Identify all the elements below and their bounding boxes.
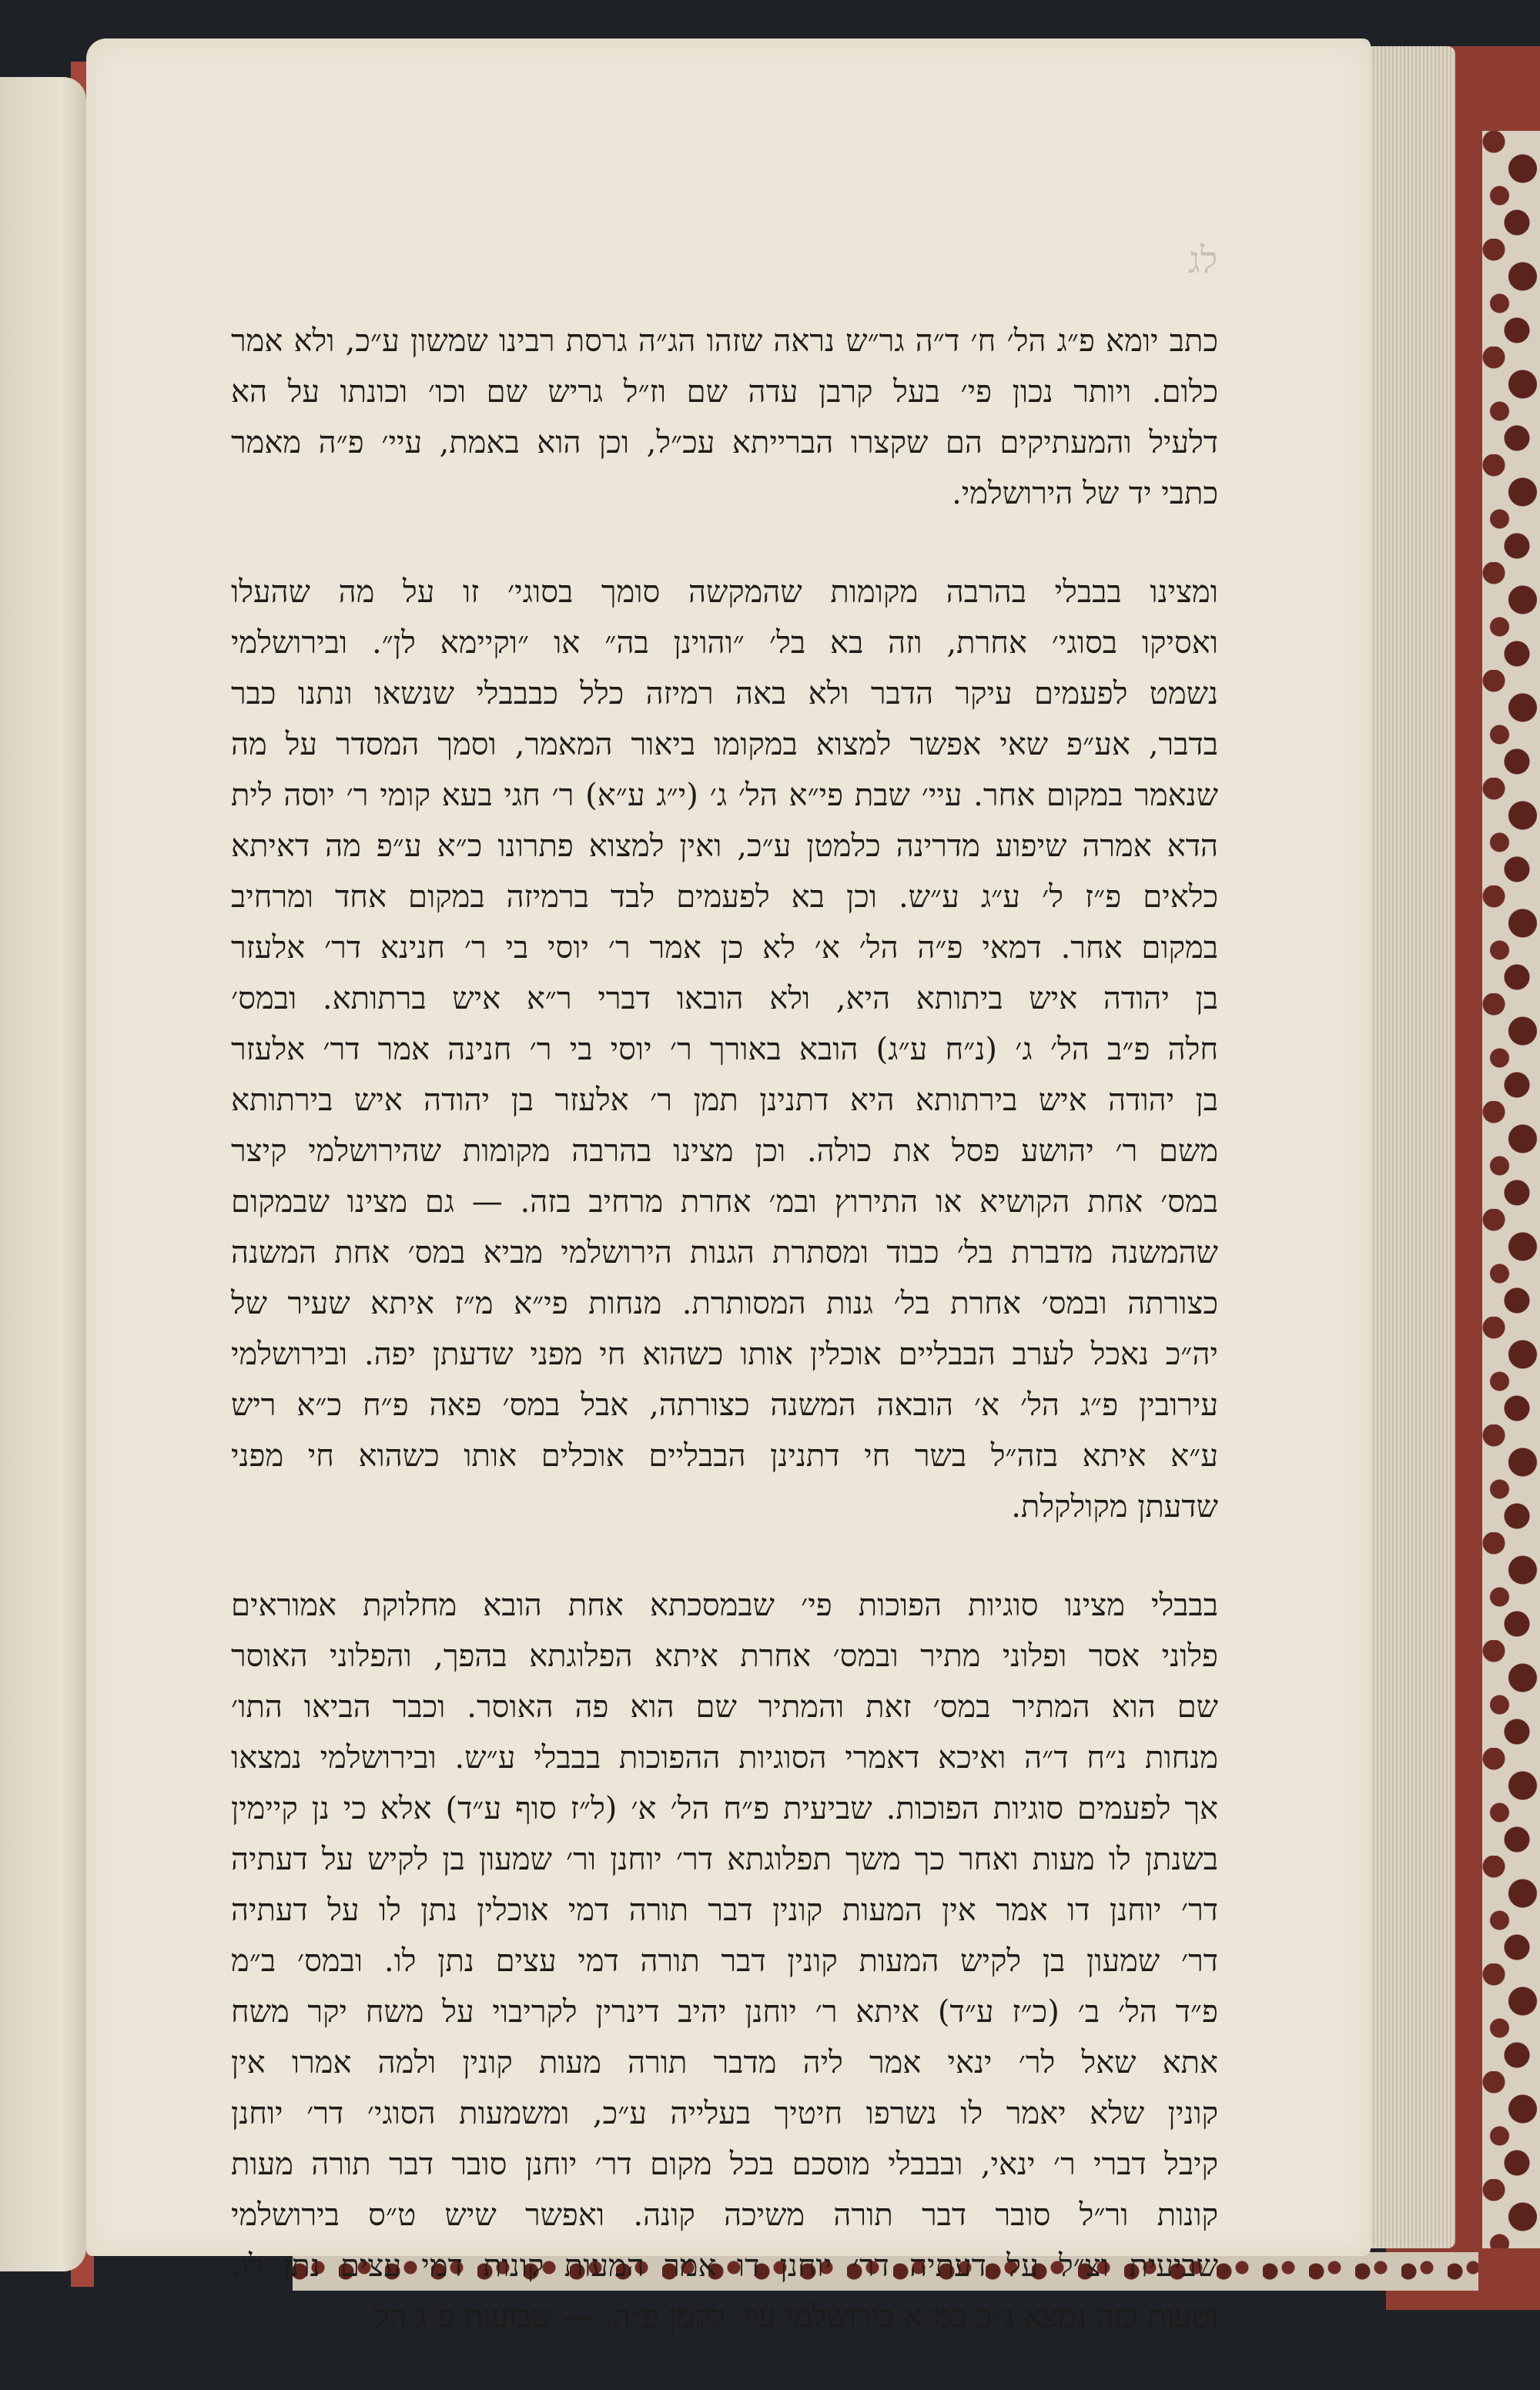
book-page [86, 38, 1371, 2335]
paragraph [231, 1580, 1218, 2342]
text-line: במקום אחר. דמאי פ״ה הל׳ א׳ לא כן אמר ר׳ יוסי בי ר׳ חנינא דר׳ אלעזר [231, 930, 1218, 966]
body-text [231, 316, 1218, 2390]
text-line: שביעית וצ״ל על דעתיה דר׳ יוחנן דו אמר המעות קונות דמי עצים נתן לו. [231, 2248, 1218, 2284]
text-line: חלה פ״ב הל׳ ג׳ (נ״ח ע״ג) הובא באורך ר׳ יוסי בי ר׳ חנינה אמר דר׳ אלעזר [231, 1032, 1218, 1067]
text-line: בן יהודה איש בירתותא היא דתנינן תמן ר׳ אלעזר בן יהודה איש בירתותא [231, 1083, 1218, 1118]
text-line: מנחות נ״ח ד״ה ואיכא דאמרי הסוגיות ההפוכות בבבלי ע״ש. ובירושלמי נמצאו [231, 1740, 1218, 1776]
text-line: כלום. ויותר נכון פי׳ בעל קרבן עדה שם וז״ל גריש שם וכו׳ וכונתו על הא [231, 374, 1218, 410]
text-line: משם ר׳ יהושע פסל את כולה. וכן מצינו בהרבה מקומות שהירושלמי קיצר [231, 1133, 1218, 1169]
paragraph [231, 316, 1218, 519]
text-line: כצורתה ובמס׳ אחרת בל׳ גנות המסותרת. מנחות פי״א מ״ז איתא שעיר של [231, 1286, 1218, 1321]
text-line: ואסיקו בסוגי׳ אחרת, וזה בא בל׳ ״והוינן בה״ או ״וקיימא לן״. ובירושלמי [231, 625, 1218, 661]
text-line: שהמשנה מדברת בל׳ כבוד ומסתרת הגנות הירושלמי מביא במס׳ אחת המשנה [231, 1235, 1218, 1270]
text-line: בשנתן לו מעות ואחר כך משך תפלוגתא דר׳ יוחנן ור׳ שמעון בן לקיש על דעתיה [231, 1842, 1218, 1877]
text-line: כלאים פ״ז ל׳ ע״ג ע״ש. וכן בא לפעמים לבד ברמיזה במקום אחד ומרחיב [231, 879, 1218, 915]
text-line: וטעות כזה נמצא ג״כ במ״א בירושלמי עיי׳ לקמן פ״ה. — שבועות פ״ג הל׳ [367, 2299, 1218, 2335]
text-line: דר׳ שמעון בן לקיש המעות קונין דבר תורה דמי עצים נתן לו. ובמס׳ ב״מ [231, 1943, 1218, 1979]
text-line: קונין שלא יאמר לו נשרפו חיטיך בעלייה ע״כ, ומשמעות הסוגי׳ דר׳ יוחנן [231, 2096, 1218, 2131]
paragraph [231, 567, 1218, 1532]
text-line: בן יהודה איש ביתותא היא, ולא הובאו דברי ר״א איש ברתותא. ובמס׳ [231, 981, 1218, 1016]
page-number: לג [1187, 239, 1218, 282]
text-line: נשמט לפעמים עיקר הדבר ולא באה רמיזה כלל כבבבלי שנשאו ונתנו כבר [231, 676, 1218, 711]
text-line: הדא אמרה שיפוע מדרינה כלמטן ע״כ, ואין למצוא פתרונו כ״א ע״פ מה דאיתא [231, 828, 1218, 864]
text-line: פלוני אסר ופלוני מתיר ובמס׳ אחרת איתא הפלוגתא בהפך, והפלוני האוסר [231, 1639, 1218, 1674]
text-line: שם הוא המתיר במס׳ זאת והמתיר שם הוא פה האוסר. וכבר הביאו התו׳ [231, 1689, 1218, 1725]
text-line: יה״כ נאכל לערב הבבליים אוכלין אותו כשהוא חי מפני שדעתן יפה. ובירושלמי [231, 1337, 1218, 1372]
text-line: אתא שאל לר׳ ינאי אמר ליה מדבר תורה מעות קונין ולמה אמרו אין [231, 2045, 1218, 2080]
text-line: שדעתן מקולקלת. [1011, 1489, 1218, 1525]
text-line: עירובין פ״ג הל׳ א׳ הובאה המשנה כצורתה, אבל במס׳ פאה פ״ח כ״א ריש [231, 1387, 1218, 1423]
text-line: כתבי יד של הירושלמי. [952, 476, 1218, 511]
speckled-page-edge [1482, 131, 1540, 2248]
text-line: ומצינו בבבלי בהרבה מקומות שהמקשה סומך בסוגי׳ זו על מה שהעלו [231, 574, 1218, 610]
text-line: בדבר, אע״פ שאי אפשר למצוא במקומו ביאור המאמר, וסמך המסדר על מה [231, 727, 1218, 762]
text-line: קיבל דברי ר׳ ינאי, ובבבלי מוסכם בכל מקום דר׳ יוחנן סובר דבר תורה מעות [231, 2147, 1218, 2182]
text-line: כתב יומא פ״ג הל׳ ח׳ ד״ה גר״ש נראה שזהו הג״ה גרסת רבינו שמשון ע״כ, ולא אמר [231, 323, 1218, 359]
text-line: דלעיל והמעתיקים הם שקצרו הברייתא עכ״ל, וכן הוא באמת, עיי׳ פ״ה מאמר [231, 425, 1218, 460]
left-facing-page [0, 77, 86, 2271]
text-line: קונות ור״ל סובר דבר תורה משיכה קונה. ואפשר שיש ט״ס בירושלמי [231, 2198, 1218, 2233]
text-line: ע״א איתא בזה״ל בשר חי דתנינן הבבליים אוכלים אותו כשהוא חי מפני [231, 1438, 1218, 1474]
text-line: בבבלי מצינו סוגיות הפוכות פי׳ שבמסכתא אחת הובא מחלוקת אמוראים [231, 1588, 1218, 1623]
text-line: אך לפעמים סוגיות הפוכות. שביעית פ״ח הל׳ א׳ (ל״ז סוף ע״ד) אלא כי נן קיימין [231, 1791, 1218, 1826]
text-line: שנאמר במקום אחר. עיי׳ שבת פי״א הל׳ ג׳ (י״ג ע״א) ר׳ חגי בעא קומי ר׳ יוסה לית [231, 778, 1218, 813]
text-line: במס׳ אחת הקושיא או התירוץ ובמ׳ אחרת מרחיב בזה. — גם מצינו שבמקום [231, 1184, 1218, 1220]
text-line: פ״ד הל׳ ב׳ (כ״ז ע״ד) איתא ר׳ יוחנן יהיב דינרין לקריבוי על משח יקר משח [231, 1994, 1218, 2030]
text-line: דר׳ יוחנן דו אמר אין המעות קונין דבר תורה דמי אוכלין נתן לו על דעתיה [231, 1893, 1218, 1928]
